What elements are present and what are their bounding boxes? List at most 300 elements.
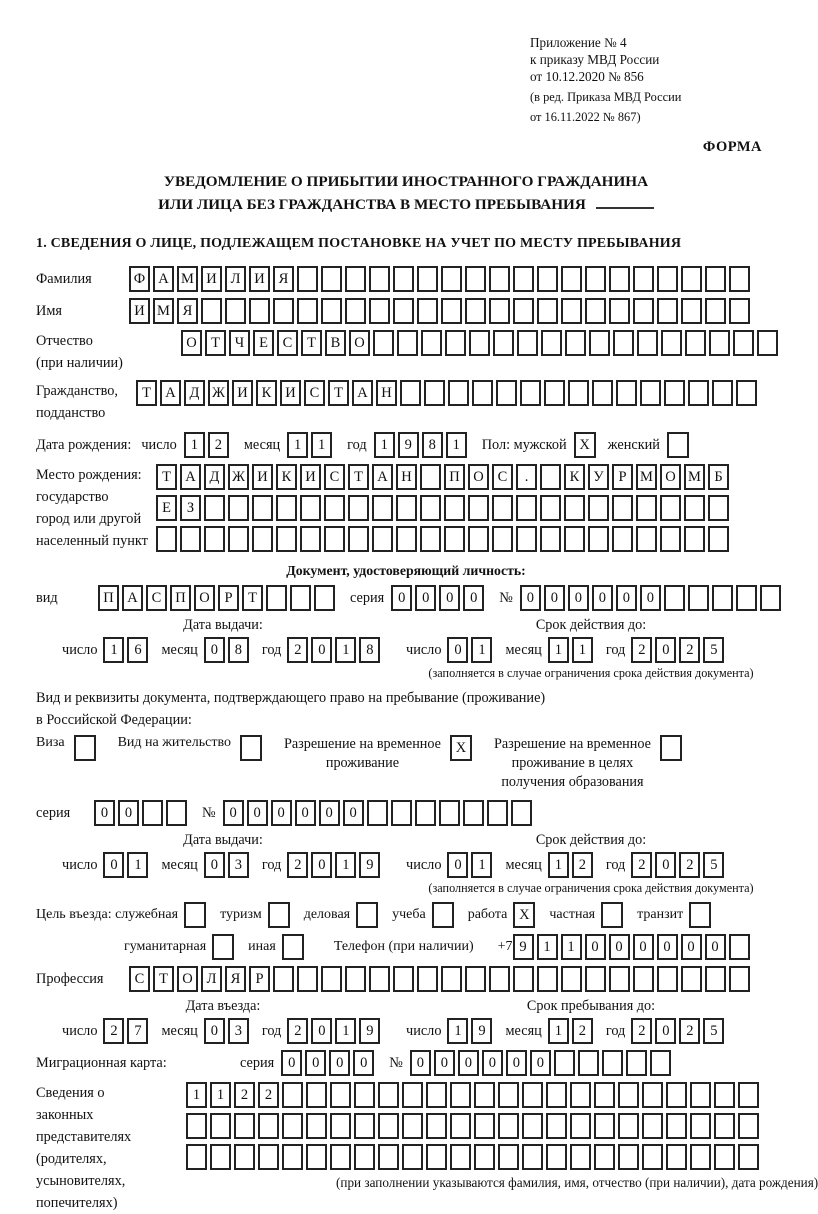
- char-cell[interactable]: [426, 1082, 447, 1108]
- char-cell[interactable]: [570, 1144, 591, 1170]
- char-cell[interactable]: [228, 495, 249, 521]
- char-cell[interactable]: В: [325, 330, 346, 356]
- char-cell[interactable]: [594, 1113, 615, 1139]
- char-cell[interactable]: [708, 495, 729, 521]
- char-cell[interactable]: [537, 298, 558, 324]
- char-cell[interactable]: [690, 1144, 711, 1170]
- char-cell[interactable]: [345, 966, 366, 992]
- char-cell[interactable]: 0: [592, 585, 613, 611]
- study-checkbox[interactable]: [432, 902, 454, 928]
- char-cell[interactable]: К: [564, 464, 585, 490]
- char-cell[interactable]: Т: [348, 464, 369, 490]
- char-cell[interactable]: 0: [295, 800, 316, 826]
- char-cell[interactable]: [252, 495, 273, 521]
- char-cell[interactable]: 1: [287, 432, 308, 458]
- char-cell[interactable]: [186, 1113, 207, 1139]
- char-cell[interactable]: 1: [335, 1018, 356, 1044]
- char-cell[interactable]: [378, 1082, 399, 1108]
- char-cell[interactable]: [421, 330, 442, 356]
- char-cell[interactable]: [402, 1082, 423, 1108]
- char-cell[interactable]: М: [636, 464, 657, 490]
- char-cell[interactable]: [609, 298, 630, 324]
- char-cell[interactable]: [348, 495, 369, 521]
- char-cell[interactable]: А: [352, 380, 373, 406]
- temp-residence-edu-checkbox[interactable]: [660, 735, 682, 761]
- char-cell[interactable]: [626, 1050, 647, 1076]
- char-cell[interactable]: Д: [204, 464, 225, 490]
- char-cell[interactable]: 9: [359, 852, 380, 878]
- char-cell[interactable]: [684, 495, 705, 521]
- char-cell[interactable]: Т: [156, 464, 177, 490]
- char-cell[interactable]: [513, 966, 534, 992]
- char-cell[interactable]: 0: [410, 1050, 431, 1076]
- char-cell[interactable]: [273, 966, 294, 992]
- char-cell[interactable]: [612, 495, 633, 521]
- char-cell[interactable]: Р: [218, 585, 239, 611]
- char-cell[interactable]: И: [201, 266, 222, 292]
- char-cell[interactable]: 1: [447, 1018, 468, 1044]
- char-cell[interactable]: [166, 800, 187, 826]
- char-cell[interactable]: 0: [705, 934, 726, 960]
- private-checkbox[interactable]: [601, 902, 623, 928]
- char-cell[interactable]: [546, 1113, 567, 1139]
- char-cell[interactable]: 1: [210, 1082, 231, 1108]
- char-cell[interactable]: [330, 1082, 351, 1108]
- char-cell[interactable]: О: [194, 585, 215, 611]
- char-cell[interactable]: [417, 266, 438, 292]
- char-cell[interactable]: 2: [103, 1018, 124, 1044]
- char-cell[interactable]: Т: [328, 380, 349, 406]
- char-cell[interactable]: 8: [359, 637, 380, 663]
- char-cell[interactable]: [249, 298, 270, 324]
- char-cell[interactable]: [642, 1144, 663, 1170]
- char-cell[interactable]: [616, 380, 637, 406]
- char-cell[interactable]: Т: [153, 966, 174, 992]
- char-cell[interactable]: И: [232, 380, 253, 406]
- char-cell[interactable]: 0: [585, 934, 606, 960]
- char-cell[interactable]: [565, 330, 586, 356]
- char-cell[interactable]: И: [249, 266, 270, 292]
- char-cell[interactable]: [516, 526, 537, 552]
- char-cell[interactable]: [417, 298, 438, 324]
- char-cell[interactable]: 0: [353, 1050, 374, 1076]
- char-cell[interactable]: [602, 1050, 623, 1076]
- char-cell[interactable]: 0: [204, 1018, 225, 1044]
- char-cell[interactable]: [712, 585, 733, 611]
- char-cell[interactable]: [664, 585, 685, 611]
- char-cell[interactable]: [417, 966, 438, 992]
- char-cell[interactable]: [637, 330, 658, 356]
- char-cell[interactable]: 1: [572, 637, 593, 663]
- char-cell[interactable]: Ж: [208, 380, 229, 406]
- char-cell[interactable]: [738, 1144, 759, 1170]
- char-cell[interactable]: [564, 526, 585, 552]
- char-cell[interactable]: 1: [103, 637, 124, 663]
- char-cell[interactable]: [633, 266, 654, 292]
- visa-checkbox[interactable]: [74, 735, 96, 761]
- char-cell[interactable]: [297, 966, 318, 992]
- char-cell[interactable]: [633, 298, 654, 324]
- char-cell[interactable]: [496, 380, 517, 406]
- char-cell[interactable]: [757, 330, 778, 356]
- char-cell[interactable]: [489, 966, 510, 992]
- char-cell[interactable]: Б: [708, 464, 729, 490]
- char-cell[interactable]: [330, 1144, 351, 1170]
- char-cell[interactable]: [618, 1113, 639, 1139]
- char-cell[interactable]: О: [181, 330, 202, 356]
- char-cell[interactable]: [258, 1113, 279, 1139]
- char-cell[interactable]: [306, 1082, 327, 1108]
- char-cell[interactable]: [738, 1113, 759, 1139]
- char-cell[interactable]: 0: [447, 637, 468, 663]
- char-cell[interactable]: [660, 495, 681, 521]
- char-cell[interactable]: [373, 330, 394, 356]
- char-cell[interactable]: [465, 266, 486, 292]
- char-cell[interactable]: 0: [271, 800, 292, 826]
- char-cell[interactable]: 0: [520, 585, 541, 611]
- char-cell[interactable]: [546, 1144, 567, 1170]
- char-cell[interactable]: 0: [343, 800, 364, 826]
- char-cell[interactable]: [369, 266, 390, 292]
- char-cell[interactable]: [498, 1144, 519, 1170]
- char-cell[interactable]: [324, 526, 345, 552]
- char-cell[interactable]: 0: [311, 852, 332, 878]
- char-cell[interactable]: 0: [609, 934, 630, 960]
- char-cell[interactable]: 0: [568, 585, 589, 611]
- char-cell[interactable]: 0: [530, 1050, 551, 1076]
- char-cell[interactable]: [400, 380, 421, 406]
- char-cell[interactable]: 0: [616, 585, 637, 611]
- char-cell[interactable]: [712, 380, 733, 406]
- char-cell[interactable]: [609, 966, 630, 992]
- char-cell[interactable]: [554, 1050, 575, 1076]
- char-cell[interactable]: 0: [305, 1050, 326, 1076]
- char-cell[interactable]: 0: [247, 800, 268, 826]
- char-cell[interactable]: 1: [471, 852, 492, 878]
- char-cell[interactable]: И: [252, 464, 273, 490]
- char-cell[interactable]: И: [129, 298, 150, 324]
- char-cell[interactable]: 0: [319, 800, 340, 826]
- char-cell[interactable]: [252, 526, 273, 552]
- char-cell[interactable]: [448, 380, 469, 406]
- char-cell[interactable]: 0: [463, 585, 484, 611]
- char-cell[interactable]: 2: [572, 852, 593, 878]
- char-cell[interactable]: [561, 966, 582, 992]
- char-cell[interactable]: [681, 966, 702, 992]
- char-cell[interactable]: [714, 1082, 735, 1108]
- char-cell[interactable]: П: [444, 464, 465, 490]
- char-cell[interactable]: Р: [612, 464, 633, 490]
- female-checkbox[interactable]: [667, 432, 689, 458]
- char-cell[interactable]: 0: [434, 1050, 455, 1076]
- char-cell[interactable]: [661, 330, 682, 356]
- char-cell[interactable]: А: [122, 585, 143, 611]
- char-cell[interactable]: 0: [415, 585, 436, 611]
- char-cell[interactable]: 0: [681, 934, 702, 960]
- char-cell[interactable]: [465, 966, 486, 992]
- char-cell[interactable]: [472, 380, 493, 406]
- char-cell[interactable]: [420, 464, 441, 490]
- char-cell[interactable]: Л: [201, 966, 222, 992]
- char-cell[interactable]: 2: [208, 432, 229, 458]
- char-cell[interactable]: [568, 380, 589, 406]
- char-cell[interactable]: [321, 298, 342, 324]
- char-cell[interactable]: [690, 1113, 711, 1139]
- char-cell[interactable]: [564, 495, 585, 521]
- transit-checkbox[interactable]: [689, 902, 711, 928]
- char-cell[interactable]: 0: [655, 1018, 676, 1044]
- char-cell[interactable]: [469, 330, 490, 356]
- char-cell[interactable]: [321, 266, 342, 292]
- char-cell[interactable]: [708, 526, 729, 552]
- work-checkbox[interactable]: X: [513, 902, 535, 928]
- char-cell[interactable]: [330, 1113, 351, 1139]
- char-cell[interactable]: Ж: [228, 464, 249, 490]
- char-cell[interactable]: 1: [548, 637, 569, 663]
- char-cell[interactable]: [522, 1082, 543, 1108]
- char-cell[interactable]: [474, 1082, 495, 1108]
- char-cell[interactable]: [378, 1144, 399, 1170]
- char-cell[interactable]: К: [256, 380, 277, 406]
- char-cell[interactable]: [657, 298, 678, 324]
- char-cell[interactable]: Т: [242, 585, 263, 611]
- char-cell[interactable]: [369, 966, 390, 992]
- char-cell[interactable]: 9: [398, 432, 419, 458]
- char-cell[interactable]: [468, 495, 489, 521]
- char-cell[interactable]: [186, 1144, 207, 1170]
- char-cell[interactable]: 5: [703, 1018, 724, 1044]
- char-cell[interactable]: [321, 966, 342, 992]
- char-cell[interactable]: [613, 330, 634, 356]
- char-cell[interactable]: [306, 1144, 327, 1170]
- char-cell[interactable]: Е: [156, 495, 177, 521]
- char-cell[interactable]: 0: [633, 934, 654, 960]
- char-cell[interactable]: [642, 1113, 663, 1139]
- char-cell[interactable]: [426, 1144, 447, 1170]
- char-cell[interactable]: [688, 380, 709, 406]
- char-cell[interactable]: [276, 495, 297, 521]
- char-cell[interactable]: [570, 1082, 591, 1108]
- char-cell[interactable]: [441, 966, 462, 992]
- char-cell[interactable]: [402, 1144, 423, 1170]
- char-cell[interactable]: [588, 526, 609, 552]
- char-cell[interactable]: 3: [228, 1018, 249, 1044]
- char-cell[interactable]: [420, 526, 441, 552]
- char-cell[interactable]: [733, 330, 754, 356]
- char-cell[interactable]: 1: [471, 637, 492, 663]
- char-cell[interactable]: [282, 1113, 303, 1139]
- char-cell[interactable]: [544, 380, 565, 406]
- char-cell[interactable]: 2: [234, 1082, 255, 1108]
- char-cell[interactable]: Т: [301, 330, 322, 356]
- char-cell[interactable]: [210, 1113, 231, 1139]
- char-cell[interactable]: [666, 1144, 687, 1170]
- char-cell[interactable]: [372, 495, 393, 521]
- char-cell[interactable]: [589, 330, 610, 356]
- char-cell[interactable]: 0: [657, 934, 678, 960]
- char-cell[interactable]: [561, 266, 582, 292]
- residence-permit-checkbox[interactable]: [240, 735, 262, 761]
- char-cell[interactable]: [685, 330, 706, 356]
- char-cell[interactable]: Т: [136, 380, 157, 406]
- char-cell[interactable]: [306, 1113, 327, 1139]
- char-cell[interactable]: [511, 800, 532, 826]
- char-cell[interactable]: 2: [287, 852, 308, 878]
- char-cell[interactable]: О: [349, 330, 370, 356]
- char-cell[interactable]: [204, 495, 225, 521]
- char-cell[interactable]: П: [170, 585, 191, 611]
- char-cell[interactable]: 9: [359, 1018, 380, 1044]
- char-cell[interactable]: 0: [311, 1018, 332, 1044]
- char-cell[interactable]: [636, 495, 657, 521]
- char-cell[interactable]: [681, 266, 702, 292]
- char-cell[interactable]: С: [129, 966, 150, 992]
- char-cell[interactable]: [426, 1113, 447, 1139]
- char-cell[interactable]: [729, 266, 750, 292]
- char-cell[interactable]: 2: [631, 637, 652, 663]
- char-cell[interactable]: [736, 585, 757, 611]
- char-cell[interactable]: 0: [204, 637, 225, 663]
- char-cell[interactable]: 0: [94, 800, 115, 826]
- char-cell[interactable]: [714, 1113, 735, 1139]
- char-cell[interactable]: [492, 526, 513, 552]
- char-cell[interactable]: 0: [311, 637, 332, 663]
- char-cell[interactable]: [393, 266, 414, 292]
- char-cell[interactable]: 5: [703, 637, 724, 663]
- char-cell[interactable]: [513, 266, 534, 292]
- char-cell[interactable]: 3: [228, 852, 249, 878]
- char-cell[interactable]: [345, 298, 366, 324]
- char-cell[interactable]: [273, 298, 294, 324]
- char-cell[interactable]: [666, 1113, 687, 1139]
- char-cell[interactable]: [439, 800, 460, 826]
- char-cell[interactable]: [709, 330, 730, 356]
- char-cell[interactable]: 2: [287, 1018, 308, 1044]
- char-cell[interactable]: Д: [184, 380, 205, 406]
- char-cell[interactable]: [345, 266, 366, 292]
- char-cell[interactable]: [618, 1144, 639, 1170]
- char-cell[interactable]: [705, 966, 726, 992]
- char-cell[interactable]: 2: [287, 637, 308, 663]
- char-cell[interactable]: 0: [655, 852, 676, 878]
- char-cell[interactable]: [612, 526, 633, 552]
- char-cell[interactable]: [369, 298, 390, 324]
- char-cell[interactable]: Л: [225, 266, 246, 292]
- char-cell[interactable]: [498, 1113, 519, 1139]
- char-cell[interactable]: 0: [482, 1050, 503, 1076]
- char-cell[interactable]: [540, 464, 561, 490]
- char-cell[interactable]: [664, 380, 685, 406]
- char-cell[interactable]: 2: [258, 1082, 279, 1108]
- char-cell[interactable]: 1: [374, 432, 395, 458]
- char-cell[interactable]: [234, 1113, 255, 1139]
- char-cell[interactable]: [324, 495, 345, 521]
- char-cell[interactable]: 0: [103, 852, 124, 878]
- char-cell[interactable]: [714, 1144, 735, 1170]
- char-cell[interactable]: 0: [544, 585, 565, 611]
- char-cell[interactable]: 0: [281, 1050, 302, 1076]
- char-cell[interactable]: [228, 526, 249, 552]
- char-cell[interactable]: [681, 298, 702, 324]
- char-cell[interactable]: [729, 966, 750, 992]
- char-cell[interactable]: З: [180, 495, 201, 521]
- other-purpose-checkbox[interactable]: [282, 934, 304, 960]
- char-cell[interactable]: [657, 266, 678, 292]
- char-cell[interactable]: [585, 266, 606, 292]
- char-cell[interactable]: 0: [439, 585, 460, 611]
- char-cell[interactable]: М: [684, 464, 705, 490]
- char-cell[interactable]: [760, 585, 781, 611]
- char-cell[interactable]: [234, 1144, 255, 1170]
- char-cell[interactable]: 2: [679, 1018, 700, 1044]
- char-cell[interactable]: А: [180, 464, 201, 490]
- char-cell[interactable]: 6: [127, 637, 148, 663]
- char-cell[interactable]: С: [492, 464, 513, 490]
- char-cell[interactable]: [402, 1113, 423, 1139]
- char-cell[interactable]: 1: [311, 432, 332, 458]
- char-cell[interactable]: С: [304, 380, 325, 406]
- char-cell[interactable]: [420, 495, 441, 521]
- char-cell[interactable]: 2: [679, 852, 700, 878]
- char-cell[interactable]: [540, 526, 561, 552]
- char-cell[interactable]: [585, 966, 606, 992]
- humanitarian-checkbox[interactable]: [212, 934, 234, 960]
- char-cell[interactable]: [666, 1082, 687, 1108]
- char-cell[interactable]: [618, 1082, 639, 1108]
- char-cell[interactable]: М: [153, 298, 174, 324]
- char-cell[interactable]: [736, 380, 757, 406]
- char-cell[interactable]: [489, 266, 510, 292]
- char-cell[interactable]: [354, 1082, 375, 1108]
- char-cell[interactable]: Я: [177, 298, 198, 324]
- char-cell[interactable]: С: [146, 585, 167, 611]
- char-cell[interactable]: [688, 585, 709, 611]
- char-cell[interactable]: 0: [204, 852, 225, 878]
- char-cell[interactable]: О: [468, 464, 489, 490]
- char-cell[interactable]: К: [276, 464, 297, 490]
- char-cell[interactable]: А: [160, 380, 181, 406]
- char-cell[interactable]: [537, 266, 558, 292]
- char-cell[interactable]: [300, 526, 321, 552]
- char-cell[interactable]: [396, 495, 417, 521]
- char-cell[interactable]: [378, 1113, 399, 1139]
- char-cell[interactable]: 2: [631, 852, 652, 878]
- char-cell[interactable]: Я: [225, 966, 246, 992]
- char-cell[interactable]: 9: [513, 934, 534, 960]
- char-cell[interactable]: [516, 495, 537, 521]
- char-cell[interactable]: [609, 266, 630, 292]
- char-cell[interactable]: [210, 1144, 231, 1170]
- char-cell[interactable]: 1: [446, 432, 467, 458]
- char-cell[interactable]: [690, 1082, 711, 1108]
- char-cell[interactable]: О: [660, 464, 681, 490]
- char-cell[interactable]: [450, 1144, 471, 1170]
- char-cell[interactable]: [513, 298, 534, 324]
- char-cell[interactable]: [592, 380, 613, 406]
- char-cell[interactable]: [397, 330, 418, 356]
- char-cell[interactable]: [541, 330, 562, 356]
- char-cell[interactable]: 2: [572, 1018, 593, 1044]
- char-cell[interactable]: [276, 526, 297, 552]
- char-cell[interactable]: [498, 1082, 519, 1108]
- char-cell[interactable]: Я: [273, 266, 294, 292]
- char-cell[interactable]: [520, 380, 541, 406]
- char-cell[interactable]: Н: [376, 380, 397, 406]
- char-cell[interactable]: [474, 1113, 495, 1139]
- char-cell[interactable]: С: [324, 464, 345, 490]
- char-cell[interactable]: [684, 526, 705, 552]
- char-cell[interactable]: [391, 800, 412, 826]
